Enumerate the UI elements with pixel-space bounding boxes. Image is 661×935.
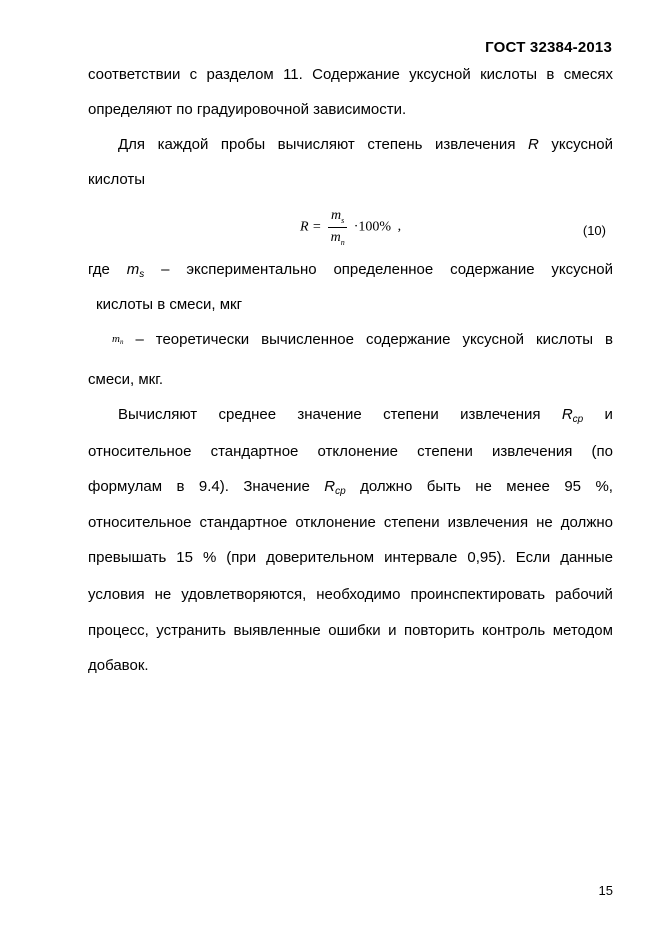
word: Содержание (312, 66, 400, 83)
word: удовлетворяются, (181, 586, 307, 603)
word: 95 (564, 478, 582, 495)
symbol-Rcp: $R_{ср}$ (324, 478, 346, 497)
word: с (189, 66, 198, 83)
paragraph-line (88, 478, 613, 500)
word: (по (591, 443, 613, 460)
paragraph-line: определяют по градуировочной зависимости. (88, 101, 407, 118)
word: степени (383, 406, 439, 423)
word: вычисляют (277, 136, 355, 153)
paragraph-line (88, 586, 613, 603)
word: относительное (88, 443, 192, 460)
word: содержание (365, 331, 451, 348)
word: (при (226, 549, 257, 566)
word: экспериментально (186, 261, 317, 278)
symbol-mn: mn (112, 333, 124, 346)
word: уксусной (551, 261, 613, 278)
word: отклонение (295, 514, 376, 531)
paragraph-line (88, 549, 613, 566)
word: 9.4). (198, 478, 229, 495)
paragraph-line: кислоты (88, 171, 146, 188)
word: пробы (220, 136, 266, 153)
word: в (546, 66, 555, 83)
word: определенное (333, 261, 434, 278)
word: 11. (283, 66, 303, 83)
word: устранить (156, 622, 226, 639)
symbol-R: R (528, 136, 539, 153)
word: должно (360, 478, 413, 495)
word: уксусной (462, 331, 525, 348)
word: стандартное (210, 443, 299, 460)
paragraph-line (88, 66, 613, 83)
word: каждой (157, 136, 209, 153)
word: стандартное (199, 514, 288, 531)
word: извлечения (491, 443, 573, 460)
word: степень (367, 136, 423, 153)
paragraph-line (88, 443, 613, 460)
word: – (161, 261, 170, 278)
word: Для (118, 136, 146, 153)
word: не (475, 478, 492, 495)
paragraph-line (112, 331, 613, 351)
formula-numerator: $m_s$ (328, 208, 347, 228)
word: %, (595, 478, 613, 495)
symbol-Rcp: $R_{ср}$ (561, 406, 584, 425)
word: – (135, 331, 144, 348)
word: уксусной (551, 136, 613, 153)
document-standard-header: ГОСТ 32384-2013 (485, 39, 612, 56)
word: степени (383, 514, 440, 531)
paragraph-line: добавок. (88, 657, 149, 674)
paragraph-line (118, 406, 613, 428)
paragraph-line (88, 622, 613, 639)
word: разделом (206, 66, 274, 83)
word: кислоты (480, 66, 538, 83)
word: извлечения (447, 514, 529, 531)
word: относительное (88, 514, 192, 531)
paragraph-line: кислоты в смеси, мкг (96, 296, 243, 313)
formula-10 (300, 208, 401, 247)
word: кислоты (536, 331, 594, 348)
word: Значение (243, 478, 310, 495)
word: формулам (88, 478, 163, 495)
word: теоретически (155, 331, 250, 348)
word: данные (560, 549, 613, 566)
word: смесях (563, 66, 613, 83)
symbol-ms: $m_s$ (126, 261, 145, 280)
word: процесс, (88, 622, 149, 639)
word: доверительном (266, 549, 375, 566)
word: % (202, 549, 217, 566)
word: и (604, 406, 613, 423)
formula-lhs: R = (300, 219, 322, 235)
formula-denominator: $m_n$ (330, 229, 345, 247)
word: и (388, 622, 397, 639)
word: в (176, 478, 185, 495)
word: отклонение (317, 443, 399, 460)
paragraph-line (88, 261, 613, 283)
word: 0,95). (467, 549, 506, 566)
word: повторить (403, 622, 475, 639)
word: извлечения (435, 136, 516, 153)
word: быть (426, 478, 461, 495)
word: содержание (450, 261, 535, 278)
formula-comma: , (397, 219, 402, 235)
word: менее (506, 478, 550, 495)
word: превышать (88, 549, 167, 566)
paragraph-line: смеси, мкг. (88, 371, 164, 388)
word: где (88, 261, 110, 278)
word: степени (417, 443, 473, 460)
word: среднее (218, 406, 277, 423)
word: методом (552, 622, 613, 639)
word: не (536, 514, 553, 531)
word: в (605, 331, 613, 348)
formula-rhs: ·100% (353, 219, 392, 235)
word: контроль (482, 622, 546, 639)
word: ошибки (328, 622, 381, 639)
word: должно (560, 514, 613, 531)
word: значение (297, 406, 362, 423)
word: соответствии (88, 66, 181, 83)
word: проинспектировать (410, 586, 546, 603)
paragraph-line (118, 136, 613, 153)
equation-number: (10) (582, 223, 606, 238)
word: извлечения (460, 406, 541, 423)
word: уксусной (409, 66, 471, 83)
word: интервале (384, 549, 458, 566)
formula-fraction (328, 208, 347, 247)
word: Если (515, 549, 551, 566)
page-number: 15 (598, 883, 613, 898)
paragraph-line (88, 514, 613, 531)
word: необходимо (316, 586, 401, 603)
word: не (154, 586, 172, 603)
word: рабочий (555, 586, 613, 603)
word: 15 (176, 549, 193, 566)
word: Вычисляют (118, 406, 198, 423)
word: вычисленное (261, 331, 354, 348)
word: выявленные (233, 622, 321, 639)
word: условия (88, 586, 145, 603)
